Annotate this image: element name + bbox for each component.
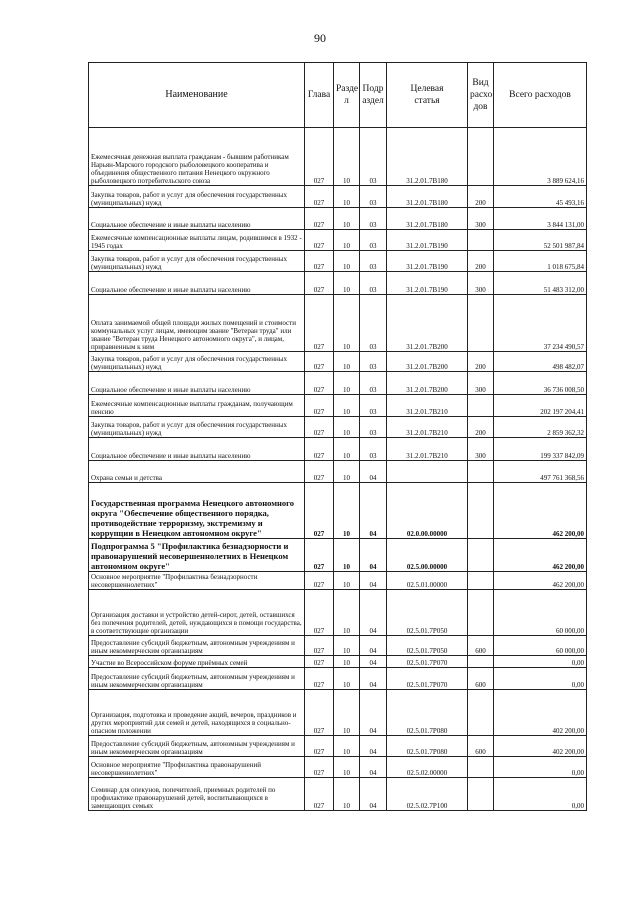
cell-chapter: 027 [305,572,334,590]
cell-total: 60 000,00 [494,636,587,656]
cell-name: Ежемесячные компенсационные выплаты лицам, родившимся в 1932 - 1945 годах [89,230,305,251]
cell-chapter: 027 [305,668,334,690]
cell-chapter: 027 [305,352,334,372]
cell-chapter: 027 [305,736,334,757]
cell-total: 202 197 204,41 [494,395,587,417]
cell-total: 37 234 490,57 [494,295,587,352]
cell-section: 10 [334,208,360,230]
cell-section: 10 [334,656,360,668]
table-row [89,128,587,186]
cell-subsection: 03 [360,295,387,352]
cell-section: 10 [334,438,360,461]
cell-expense-type [468,483,494,539]
cell-expense-type [468,590,494,636]
cell-expense-type: 300 [468,438,494,461]
cell-chapter: 027 [305,656,334,668]
cell-expense-type [468,690,494,736]
cell-subsection: 04 [360,690,387,736]
cell-section: 10 [334,636,360,656]
cell-expense-type [468,295,494,352]
cell-name: Охрана семьи и детства [89,461,305,483]
cell-section: 10 [334,186,360,208]
cell-target: 31.2.01.7В200 [387,352,468,372]
cell-chapter: 027 [305,395,334,417]
cell-subsection: 03 [360,186,387,208]
cell-section: 10 [334,295,360,352]
cell-section: 10 [334,590,360,636]
cell-section: 10 [334,395,360,417]
cell-subsection: 04 [360,483,387,539]
cell-chapter: 027 [305,483,334,539]
cell-name: Ежемесячные компенсационные выплаты гражданам, получающим пенсию [89,395,305,417]
table-row [89,272,587,295]
cell-expense-type [468,539,494,572]
cell-subsection: 04 [360,590,387,636]
cell-total: 462 200,00 [494,483,587,539]
table-row [89,461,587,483]
cell-section: 10 [334,690,360,736]
cell-expense-type [468,395,494,417]
cell-total: 402 200,00 [494,690,587,736]
page-number: 90 [314,31,326,45]
cell-subsection: 04 [360,539,387,572]
cell-subsection: 04 [360,572,387,590]
table-row [89,372,587,395]
cell-section: 10 [334,352,360,372]
cell-name: Социальное обеспечение и иные выплаты населению [89,208,305,230]
cell-section: 10 [334,251,360,272]
cell-chapter: 027 [305,230,334,251]
cell-subsection: 04 [360,656,387,668]
cell-subsection: 03 [360,272,387,295]
cell-section: 10 [334,778,360,811]
table-row [89,417,587,438]
cell-total: 3 844 131,00 [494,208,587,230]
table-row [89,590,587,636]
cell-expense-type: 200 [468,352,494,372]
cell-name: Социальное обеспечение и иные выплаты населению [89,272,305,295]
cell-expense-type: 300 [468,272,494,295]
header-chapter: Глава [305,63,334,128]
cell-target: 02.0.00.00000 [387,483,468,539]
cell-name: Закупка товаров, работ и услуг для обеспечения государственных (муниципальных) нужд [89,251,305,272]
cell-chapter: 027 [305,128,334,186]
cell-target: 31.2.01.7В210 [387,395,468,417]
table-row [89,483,587,539]
cell-total: 51 483 312,00 [494,272,587,295]
header-section: Разде л [334,63,360,128]
cell-section: 10 [334,572,360,590]
cell-target: 02.5.01.7Р070 [387,656,468,668]
cell-target: 02.5.02.00000 [387,757,468,778]
cell-subsection: 03 [360,395,387,417]
cell-chapter: 027 [305,372,334,395]
cell-name: Закупка товаров, работ и услуг для обеспечения государственных (муниципальных) нужд [89,417,305,438]
cell-subsection: 03 [360,352,387,372]
header-name: Наименование [89,63,305,128]
table-row [89,230,587,251]
cell-section: 10 [334,757,360,778]
table-row [89,778,587,811]
cell-target: 31.2.01.7В210 [387,417,468,438]
cell-total: 0,00 [494,757,587,778]
cell-chapter: 027 [305,251,334,272]
cell-name: Закупка товаров, работ и услуг для обеспечения государственных (муниципальных) нужд [89,352,305,372]
table-row [89,572,587,590]
cell-chapter: 027 [305,417,334,438]
cell-name: Оплата занимаемой общей площади жилых помещений и стоимости коммунальных услуг лицам, имеющим звание "Ветеран труда" или звание "Ветеран труда Ненецкого автономного округа", и лицам, приравненным к ним [89,295,305,352]
cell-target: 02.5.01.7Р070 [387,668,468,690]
cell-total: 402 200,00 [494,736,587,757]
header-expense-type: Вид расхо дов [468,63,494,128]
cell-subsection: 03 [360,230,387,251]
cell-subsection: 03 [360,208,387,230]
cell-total: 45 493,16 [494,186,587,208]
cell-chapter: 027 [305,438,334,461]
cell-target: 02.5.01.7Р080 [387,690,468,736]
cell-name: Организация, подготовка и проведение акций, вечеров, праздников и других мероприятий для семей и детей, находящихся в социально-опасном положении [89,690,305,736]
table-row [89,636,587,656]
cell-chapter: 027 [305,757,334,778]
cell-chapter: 027 [305,295,334,352]
cell-name: Закупка товаров, работ и услуг для обеспечения государственных (муниципальных) нужд [89,186,305,208]
cell-expense-type [468,778,494,811]
cell-expense-type [468,656,494,668]
cell-name: Предоставление субсидий бюджетным, автономным учреждениям и иным некоммерческим организациям [89,736,305,757]
cell-subsection: 04 [360,668,387,690]
cell-chapter: 027 [305,690,334,736]
cell-total: 3 889 624,16 [494,128,587,186]
cell-chapter: 027 [305,590,334,636]
cell-target: 31.2.01.7В180 [387,208,468,230]
cell-subsection: 03 [360,438,387,461]
cell-expense-type: 200 [468,186,494,208]
cell-name: Участие во Всероссийском форуме приёмных семей [89,656,305,668]
cell-target: 31.2.01.7В180 [387,128,468,186]
cell-subsection: 03 [360,372,387,395]
cell-total: 497 761 368,56 [494,461,587,483]
header-subsection: Подр аздел [360,63,387,128]
cell-target: 31.2.01.7В190 [387,251,468,272]
cell-name: Социальное обеспечение и иные выплаты населению [89,372,305,395]
table-row [89,251,587,272]
cell-total: 52 501 987,84 [494,230,587,251]
cell-name: Подпрограмма 5 "Профилактика безнадзорности и правонарушений несовершеннолетних в Ненецком автономном округе" [89,539,305,572]
cell-section: 10 [334,128,360,186]
cell-total: 0,00 [494,668,587,690]
cell-subsection: 04 [360,778,387,811]
cell-name: Предоставление субсидий бюджетным, автономным учреждениям и иным некоммерческим организациям [89,636,305,656]
cell-total: 36 736 008,50 [494,372,587,395]
cell-expense-type: 600 [468,736,494,757]
cell-total: 0,00 [494,656,587,668]
cell-total: 1 018 675,84 [494,251,587,272]
header-target: Целевая статья [387,63,468,128]
cell-total: 462 200,00 [494,539,587,572]
table-row [89,352,587,372]
cell-target: 02.5.01.7Р050 [387,590,468,636]
table-row [89,395,587,417]
cell-section: 10 [334,483,360,539]
table-row [89,668,587,690]
cell-chapter: 027 [305,272,334,295]
cell-section: 10 [334,736,360,757]
header-total: Всего расходов [494,63,587,128]
cell-target: 02.5.00.00000 [387,539,468,572]
cell-name: Государственная программа Ненецкого автономного округа "Обеспечение общественного порядка, противодействие терроризму, экстремизму и коррупции в Ненецком автономном округе" [89,483,305,539]
cell-total: 199 337 842,09 [494,438,587,461]
cell-name: Основное мероприятие "Профилактика правонарушений несовершеннолетних" [89,757,305,778]
table-row [89,736,587,757]
cell-target: 02.5.01.7Р050 [387,636,468,656]
cell-name: Организация доставки и устройство детей-сирот, детей, оставшихся без попечения родителей, детей, нуждающихся в помощи государства, в соответствующие организации [89,590,305,636]
cell-subsection: 04 [360,757,387,778]
cell-target: 31.2.01.7В200 [387,372,468,395]
cell-section: 10 [334,539,360,572]
cell-expense-type: 200 [468,251,494,272]
cell-subsection: 04 [360,461,387,483]
table-row [89,757,587,778]
cell-target: 31.2.01.7В210 [387,438,468,461]
cell-target: 02.5.02.7Р100 [387,778,468,811]
cell-name: Семинар для опекунов, попечителей, приемных родителей по профилактике правонарушений детей, воспитывающихся в замещающих семьях [89,778,305,811]
cell-name: Основное мероприятие "Профилактика безнадзорности несовершеннолетних" [89,572,305,590]
cell-section: 10 [334,372,360,395]
cell-section: 10 [334,668,360,690]
cell-section: 10 [334,417,360,438]
cell-name: Ежемесячная денежная выплата гражданам - бывшим работникам Нарьян-Марского городского рыболовецкого кооператива и объединения общественного питания Ненецкого окружного рыболовецкого потребительского союза [89,128,305,186]
cell-chapter: 027 [305,778,334,811]
cell-target: 31.2.01.7В200 [387,295,468,352]
cell-section: 10 [334,272,360,295]
cell-chapter: 027 [305,186,334,208]
cell-total: 462 200,00 [494,572,587,590]
cell-target [387,461,468,483]
cell-subsection: 03 [360,417,387,438]
cell-target: 02.5.01.00000 [387,572,468,590]
cell-expense-type: 300 [468,208,494,230]
cell-subsection: 03 [360,128,387,186]
budget-table [88,62,587,811]
cell-subsection: 04 [360,736,387,757]
table-row [89,690,587,736]
cell-target: 31.2.01.7В180 [387,186,468,208]
cell-total: 60 000,00 [494,590,587,636]
cell-expense-type [468,128,494,186]
table-row [89,438,587,461]
cell-name: Предоставление субсидий бюджетным, автономным учреждениям и иным некоммерческим организациям [89,668,305,690]
cell-total: 498 482,07 [494,352,587,372]
table-row [89,295,587,352]
table-row [89,208,587,230]
cell-section: 10 [334,461,360,483]
cell-section: 10 [334,230,360,251]
table-row [89,656,587,668]
cell-total: 0,00 [494,778,587,811]
cell-chapter: 027 [305,636,334,656]
cell-expense-type [468,230,494,251]
table-row [89,186,587,208]
cell-expense-type [468,757,494,778]
cell-expense-type: 200 [468,417,494,438]
cell-target: 31.2.01.7В190 [387,230,468,251]
cell-total: 2 859 362,32 [494,417,587,438]
cell-expense-type: 300 [468,372,494,395]
cell-subsection: 03 [360,251,387,272]
cell-expense-type: 600 [468,668,494,690]
table-header-row [89,63,587,128]
cell-target: 02.5.01.7Р080 [387,736,468,757]
cell-expense-type [468,461,494,483]
cell-chapter: 027 [305,461,334,483]
cell-expense-type [468,572,494,590]
cell-subsection: 04 [360,636,387,656]
table-row [89,539,587,572]
cell-expense-type: 600 [468,636,494,656]
cell-chapter: 027 [305,539,334,572]
cell-chapter: 027 [305,208,334,230]
cell-target: 31.2.01.7В190 [387,272,468,295]
cell-name: Социальное обеспечение и иные выплаты населению [89,438,305,461]
